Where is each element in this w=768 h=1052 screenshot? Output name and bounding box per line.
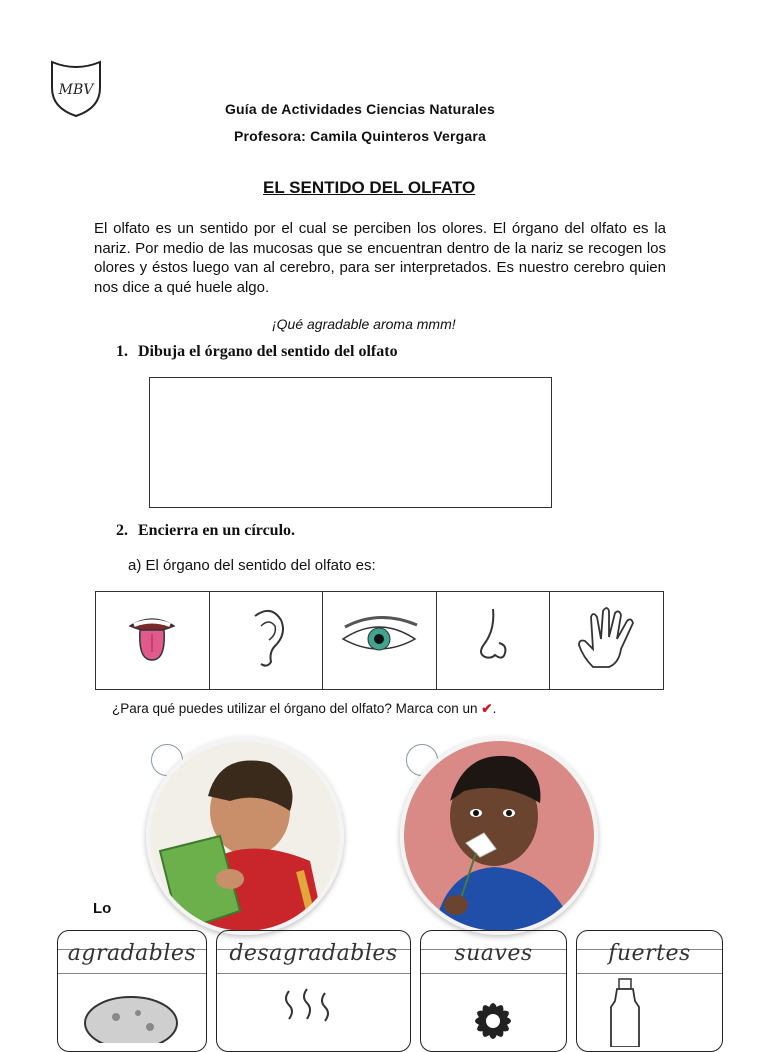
question-2a: a) El órgano del sentido del olfato es: (128, 557, 376, 574)
question-3 (112, 701, 496, 717)
organ-cell-ear[interactable] (209, 592, 323, 690)
organ-cell-mouth[interactable] (96, 592, 210, 690)
category-label: desagradables (229, 941, 398, 966)
category-label: fuertes (608, 941, 691, 966)
checkmark-icon: ✔ (481, 701, 493, 716)
category-card-fuertes[interactable] (576, 930, 723, 1052)
organs-table (95, 591, 664, 690)
drawing-box[interactable] (149, 377, 552, 508)
question-2-number: 2. (116, 522, 128, 539)
mouth-tongue-icon (122, 608, 182, 668)
category-label: agradables (67, 941, 197, 966)
question-3-end: . (492, 701, 497, 716)
ear-icon (241, 606, 291, 670)
question-3-text: ¿Para qué puedes utilizar el órgano del olfato? Marca con un (112, 701, 478, 716)
category-label: suaves (454, 941, 533, 966)
boy-reading-photo (146, 737, 344, 935)
bread-icon (76, 983, 186, 1043)
question-1-number: 1. (116, 343, 128, 360)
category-card-desagradables[interactable] (216, 930, 411, 1052)
slogan: ¡Qué agradable aroma mmm! (272, 316, 456, 332)
question-2 (116, 522, 295, 540)
nose-icon (473, 605, 513, 671)
category-card-agradables[interactable] (57, 930, 207, 1052)
question-2-text: Encierra en un círculo. (138, 522, 296, 539)
eye-icon (337, 613, 421, 663)
partial-label: Lo (93, 900, 112, 917)
bottle-icon (605, 977, 645, 1047)
header-line-1: Guía de Actividades Ciencias Naturales (224, 101, 496, 117)
organ-cell-hand[interactable] (550, 592, 664, 690)
question-1-text: Dibuja el órgano del sentido del olfato (138, 343, 398, 360)
smell-lines-icon (279, 985, 349, 1025)
organ-cell-eye[interactable] (323, 592, 437, 690)
logo-initials: MBV (58, 82, 94, 98)
intro-paragraph: El olfato es un sentido por el cual se perciben los olores. El órgano del olfato es la nariz. Por medio de las mucosas que se encuentran dentro de la nariz se recogen los olores y éstos luego van al cerebro, para ser interpretados. Es nuestro cerebro quien nos dice a qué huele algo. (94, 220, 666, 296)
organ-cell-nose[interactable] (436, 592, 550, 690)
hand-icon (575, 605, 639, 671)
header-line-2: Profesora: Camila Quinteros Vergara (233, 128, 487, 144)
flower-icon (451, 985, 535, 1045)
question-1 (116, 343, 398, 361)
boy-smelling-flower-photo (400, 737, 598, 935)
category-card-suaves[interactable] (420, 930, 567, 1052)
page-title: EL SENTIDO DEL OLFATO (263, 178, 476, 197)
